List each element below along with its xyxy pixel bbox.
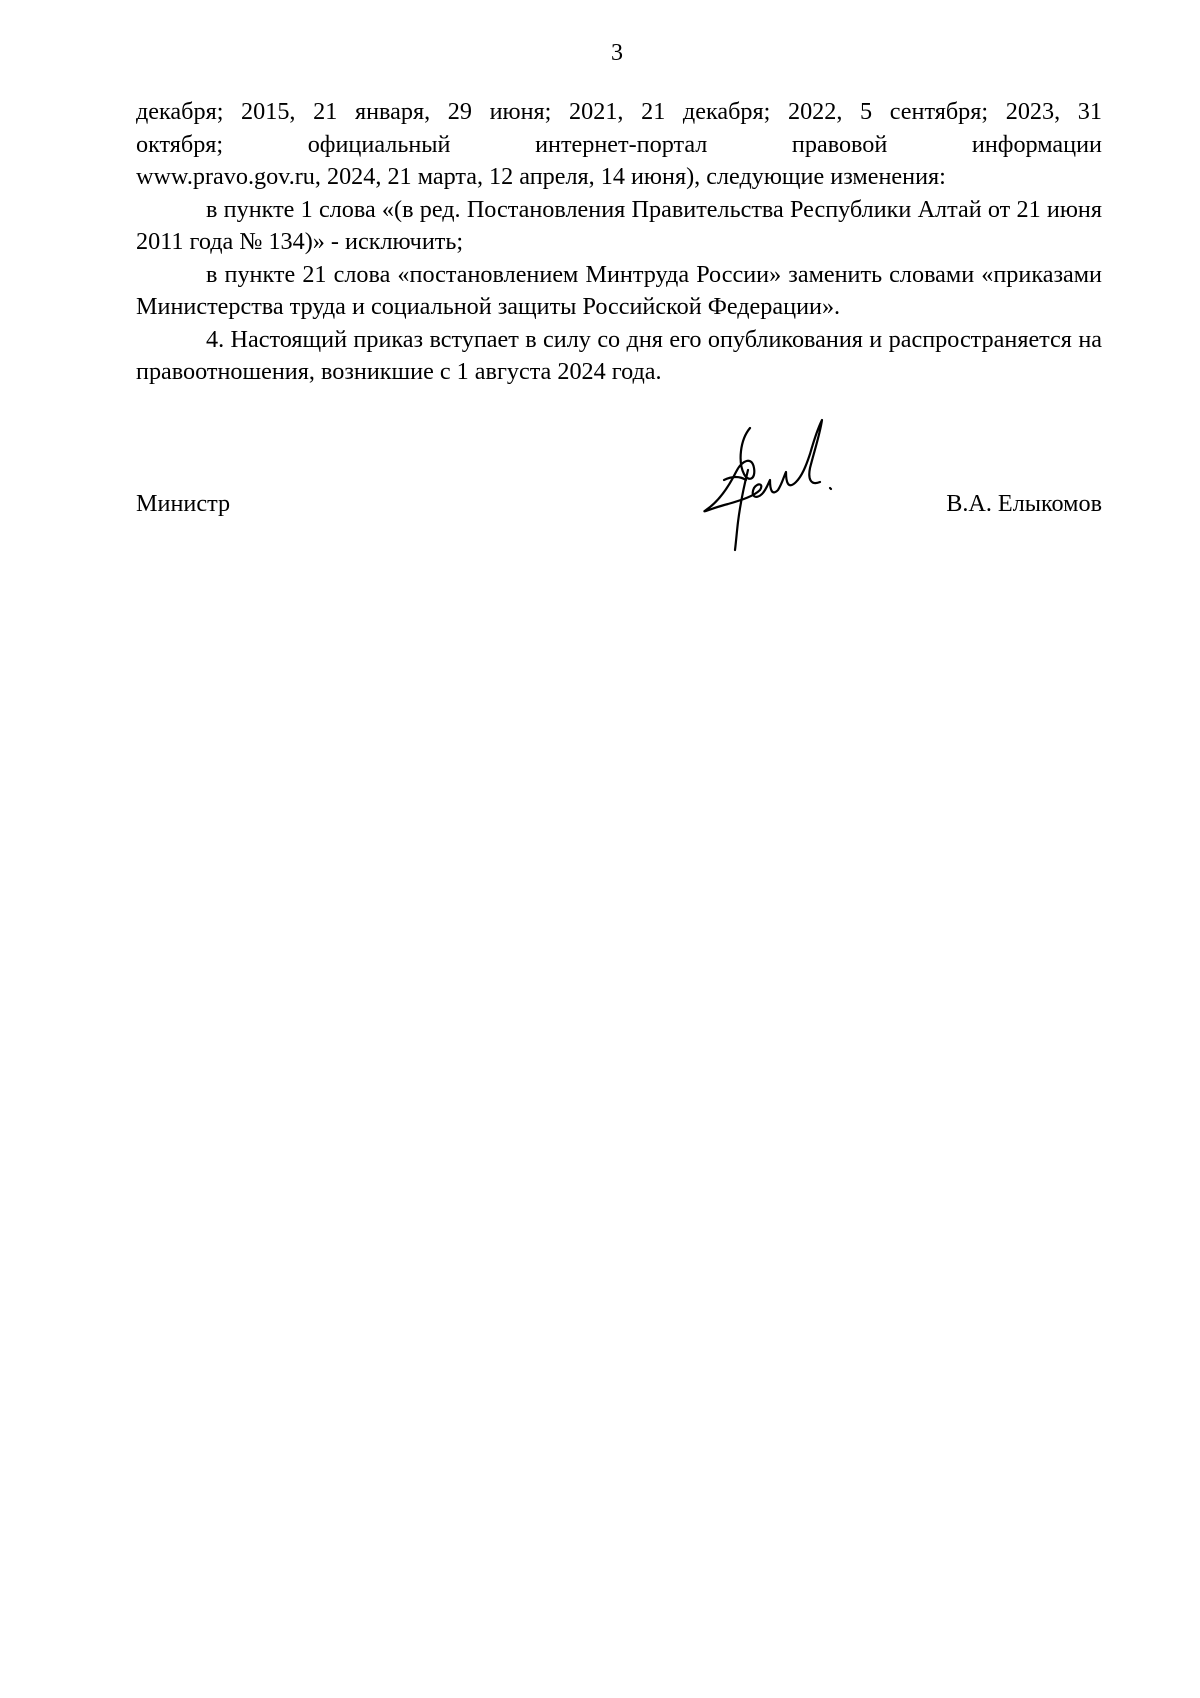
document-body [136, 96, 1102, 389]
paragraph-line: www.pravo.gov.ru, 2024, 21 марта, 12 апреля, 14 июня), следующие изменения: [136, 163, 946, 190]
paragraph-item-1: в пункте 1 слова «(в ред. Постановления Правительства Республики Алтай от 21 июня 2011 года № 134)» - исключить; [136, 195, 1102, 255]
paragraph-item-21: в пункте 21 слова «постановлением Минтруда России» заменить словами «приказами Министерства труда и социальной защиты Российской Федерации». [136, 260, 1102, 320]
signatory-title: Министр [136, 490, 231, 517]
paragraph-line: октября; официальный интернет-портал правовой информации [136, 130, 1102, 158]
signature-row [136, 488, 1102, 520]
paragraph-line: декабря; 2015, 21 января, 29 июня; 2021, 21 декабря; 2022, 5 сентября; 2023, 31 [136, 98, 1102, 125]
paragraph-effective-date: 4. Настоящий приказ вступает в силу со дня его опубликования и распространяется на правоотношения, возникшие с 1 августа 2024 года. [136, 325, 1102, 385]
signatory-name: В.А. Елыкомов [946, 490, 1102, 517]
page-number: 3 [611, 40, 623, 66]
